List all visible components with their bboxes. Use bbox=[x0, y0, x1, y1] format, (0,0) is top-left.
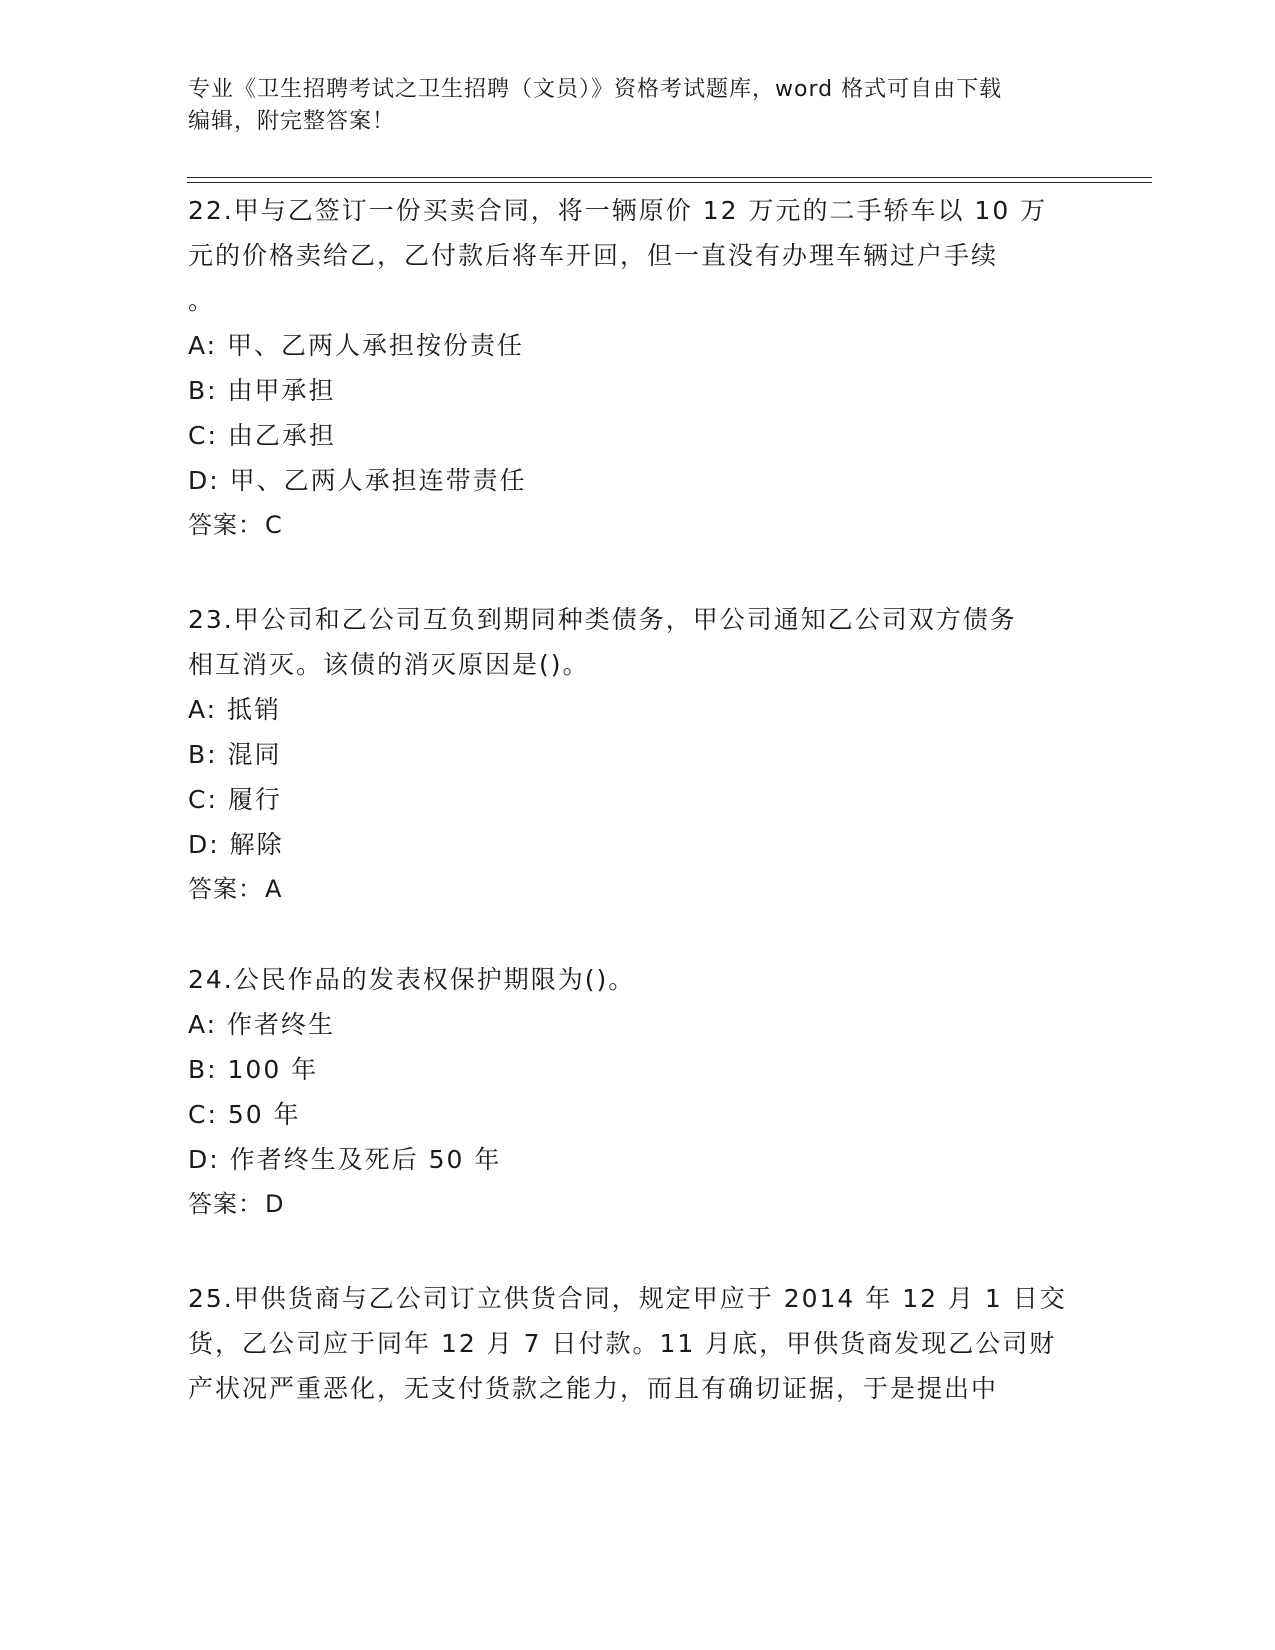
header-line-1: 专业《卫生招聘考试之卫生招聘（文员）》资格考试题库，word 格式可自由下载 bbox=[188, 77, 1003, 102]
answer-label: 答案： bbox=[188, 511, 263, 539]
answer-line bbox=[188, 1182, 1088, 1227]
question-line: 相互消灭。该债的消灭原因是()。 bbox=[188, 650, 590, 679]
option-b: B: 混同 bbox=[188, 740, 282, 769]
question-options bbox=[188, 687, 1088, 867]
question-line: 22.甲与乙签订一份买卖合同，将一辆原价 12 万元的二手轿车以 10 万 bbox=[188, 196, 1048, 225]
answer-line bbox=[188, 867, 1088, 912]
question-line: 产状况严重恶化，无支付货款之能力，而且有确切证据，于是提出中 bbox=[188, 1374, 999, 1403]
question-text bbox=[188, 1276, 1088, 1411]
answer-label: 答案： bbox=[188, 1190, 263, 1218]
answer-label: 答案： bbox=[188, 875, 263, 903]
question-text bbox=[188, 188, 1088, 323]
question-options bbox=[188, 323, 1088, 503]
answer-value: C bbox=[265, 511, 283, 539]
option-b: B: 由甲承担 bbox=[188, 376, 336, 405]
option-d: D: 解除 bbox=[188, 830, 284, 859]
answer-value: A bbox=[265, 875, 283, 903]
option-d: D: 作者终生及死后 50 年 bbox=[188, 1145, 502, 1174]
option-b: B: 100 年 bbox=[188, 1055, 319, 1084]
option-a: A: 甲、乙两人承担按份责任 bbox=[188, 331, 525, 360]
question-25 bbox=[188, 1276, 1088, 1411]
question-line: 元的价格卖给乙，乙付款后将车开回，但一直没有办理车辆过户手续 bbox=[188, 241, 999, 270]
option-c: C: 履行 bbox=[188, 785, 282, 814]
answer-line bbox=[188, 503, 1088, 548]
question-text bbox=[188, 957, 1088, 1002]
header-divider-bottom bbox=[187, 182, 1152, 183]
question-line: 23.甲公司和乙公司互负到期同种类债务，甲公司通知乙公司双方债务 bbox=[188, 605, 1017, 634]
document-header bbox=[188, 74, 1088, 138]
question-line: 。 bbox=[188, 286, 216, 315]
option-c: C: 由乙承担 bbox=[188, 421, 336, 450]
option-a: A: 抵销 bbox=[188, 695, 282, 724]
option-c: C: 50 年 bbox=[188, 1100, 301, 1129]
question-24 bbox=[188, 957, 1088, 1227]
option-d: D: 甲、乙两人承担连带责任 bbox=[188, 466, 527, 495]
question-23 bbox=[188, 597, 1088, 912]
question-22 bbox=[188, 188, 1088, 548]
question-options bbox=[188, 1002, 1088, 1182]
header-line-2: 编辑，附完整答案！ bbox=[188, 109, 396, 134]
option-a: A: 作者终生 bbox=[188, 1010, 336, 1039]
question-text bbox=[188, 597, 1088, 687]
question-line: 24.公民作品的发表权保护期限为()。 bbox=[188, 965, 636, 994]
header-divider-top bbox=[187, 177, 1152, 178]
question-line: 25.甲供货商与乙公司订立供货合同，规定甲应于 2014 年 12 月 1 日交 bbox=[188, 1284, 1067, 1313]
answer-value: D bbox=[265, 1190, 285, 1218]
question-line: 货，乙公司应于同年 12 月 7 日付款。11 月底，甲供货商发现乙公司财 bbox=[188, 1329, 1057, 1358]
